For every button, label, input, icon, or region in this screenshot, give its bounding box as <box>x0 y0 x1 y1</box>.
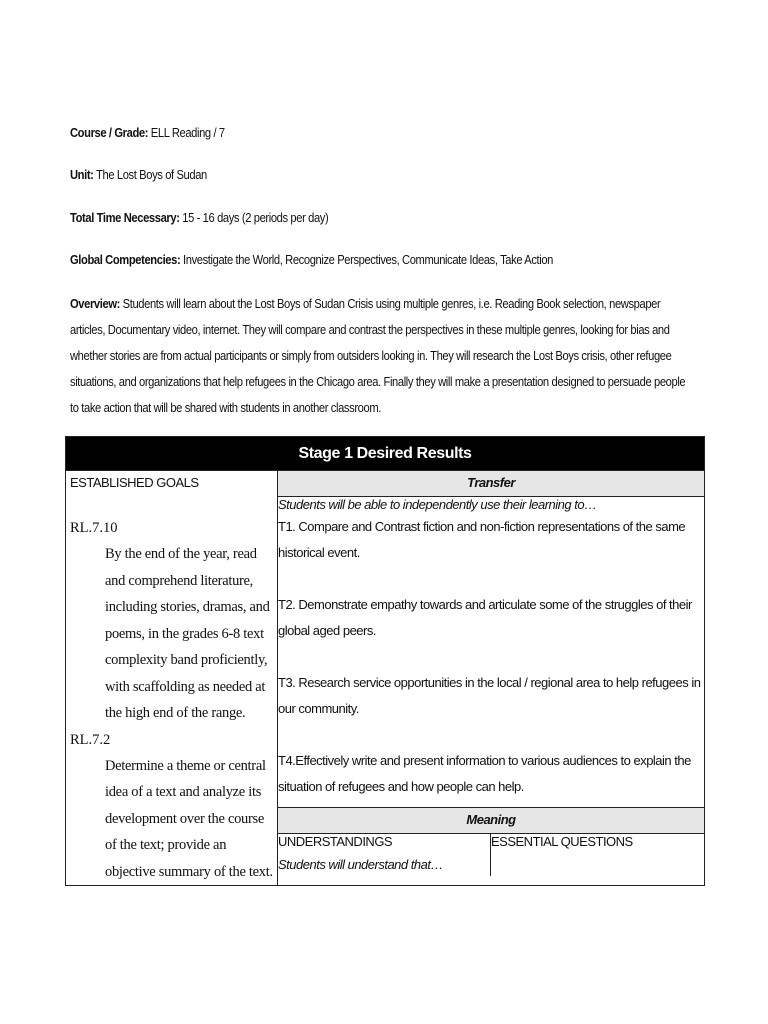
stage1-table <box>65 436 705 886</box>
transfer-item: T3. Research service opportunities in the local / regional area to help refugees in our community. <box>278 674 701 717</box>
transfer-cell <box>278 496 705 808</box>
understandings-intro: Students will understand that… <box>278 856 443 872</box>
standard-text: By the end of the year, read and comprehend literature, including stories, dramas, and poems, in the grades 6-8 text complexity band proficiently, with scaffolding as needed at the high end of the range. <box>105 546 270 721</box>
unit-label: Unit: <box>70 167 94 182</box>
total-time-value: 15 - 16 days (2 periods per day) <box>179 210 329 225</box>
stage1-title: Stage 1 Desired Results <box>66 437 705 471</box>
course-grade-label: Course / Grade: <box>70 125 149 140</box>
unit-line <box>70 167 207 182</box>
overview-text: Students will learn about the Lost Boys of Sudan Crisis using multiple genres, i.e. Reading Book selection, newspaper articles, Documentary video, internet. They will compare and contrast the perspectives in these multiple genres, looking for bias and whether stories are from actual participants or simply from outsiders looking in. They will research the Lost Boys crisis, other refugee situations, and organizations that help refugees in the Chicago area. Finally they will make a presentation designed to persuade people to take action that will be shared with students in another classroom. <box>70 296 686 415</box>
unit-value: The Lost Boys of Sudan <box>93 167 207 182</box>
standard-code: RL.7.2 <box>70 731 111 748</box>
essential-questions-cell <box>491 834 705 876</box>
meaning-heading: Meaning <box>278 808 705 834</box>
understandings-cell <box>278 834 491 876</box>
overview-paragraph <box>70 291 691 421</box>
transfer-heading: Transfer <box>278 471 705 497</box>
global-competencies-line <box>70 252 553 267</box>
established-goals-cell <box>66 471 278 886</box>
transfer-item: T1. Compare and Contrast fiction and non-fiction representations of the same historical event. <box>278 518 686 561</box>
standard-code: RL.7.10 <box>70 520 118 536</box>
course-grade-line <box>70 125 225 140</box>
transfer-intro: Students will be able to independently use their learning to… <box>278 496 597 512</box>
transfer-item: T4.Effectively write and present information to various audiences to explain the situation of refugees and how people can help. <box>278 752 691 795</box>
standard-text: Determine a theme or central idea of a text and analyze its development over the course of the text; provide an objective summary of the text. <box>105 757 273 880</box>
essential-questions-heading: ESSENTIAL QUESTIONS <box>491 833 633 849</box>
understandings-heading: UNDERSTANDINGS <box>278 833 393 849</box>
global-competencies-value: Investigate the World, Recognize Perspectives, Communicate Ideas, Take Action <box>180 252 554 267</box>
overview-label: Overview: <box>70 296 120 311</box>
meaning-cell <box>278 833 705 885</box>
global-competencies-label: Global Competencies: <box>70 252 181 267</box>
total-time-line <box>70 210 328 225</box>
established-goals-heading: ESTABLISHED GOALS <box>70 475 199 490</box>
course-grade-value: ELL Reading / 7 <box>148 125 225 140</box>
transfer-item: T2. Demonstrate empathy towards and articulate some of the struggles of their global aged peers. <box>278 596 692 639</box>
meaning-subtable <box>278 834 704 876</box>
total-time-label: Total Time Necessary: <box>70 210 180 225</box>
